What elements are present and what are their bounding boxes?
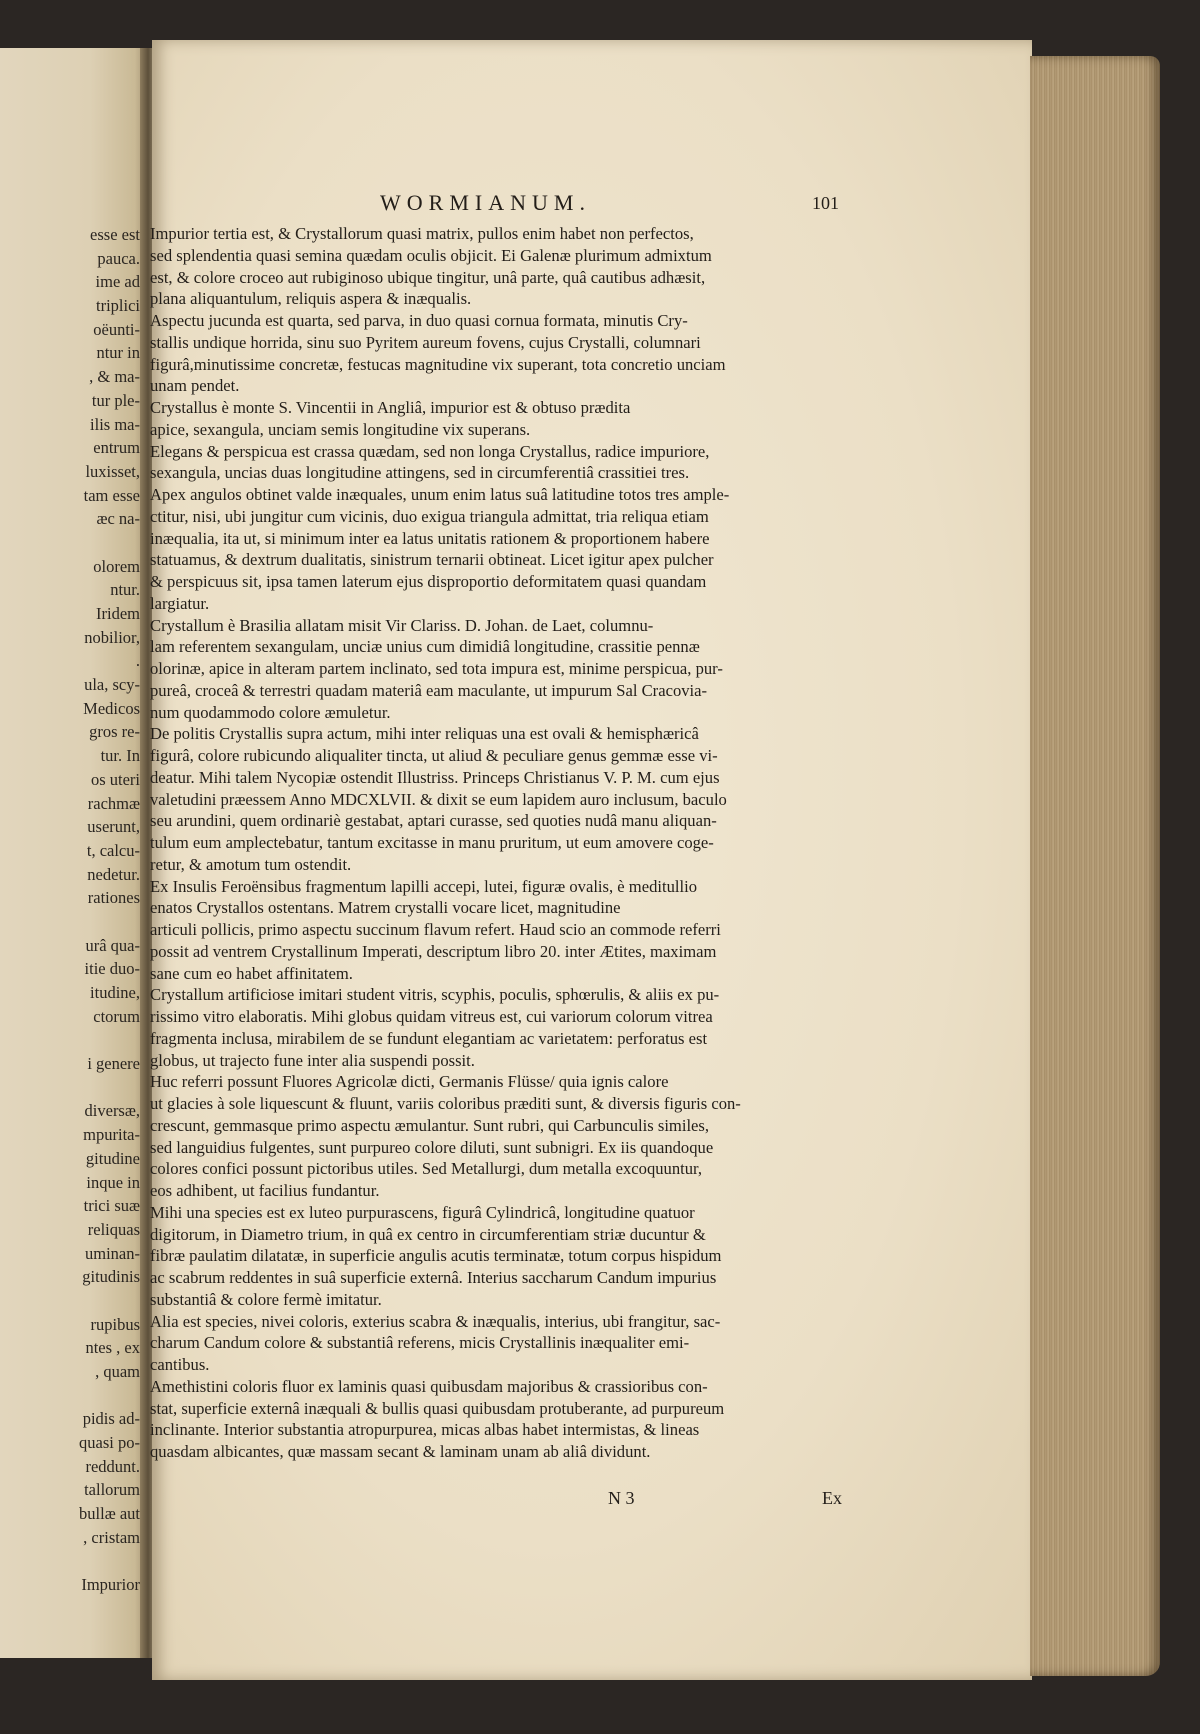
text-line: Apex angulos obtinet valde inæquales, unum enim latus suâ latitudine totos tres ample- — [150, 485, 730, 504]
text-line: Impurior tertia est, & Crystallorum quasi matrix, pullos enim habet non perfectos, — [150, 224, 694, 243]
left-line: itie duo- — [84, 959, 140, 979]
left-line: oëunti- — [93, 319, 140, 339]
text-line: ac scabrum reddentes in suâ superficie externâ. Interius saccharum Candum impurius — [150, 1268, 717, 1287]
text-line: unam pendet. — [150, 376, 240, 396]
left-line: ilis ma- — [90, 414, 140, 434]
text-line: Aspectu jucunda est quarta, sed parva, in duo quasi cornua formata, minutis Cry- — [150, 311, 688, 330]
left-line: tam esse — [83, 485, 140, 505]
left-line: userunt, — [87, 817, 140, 837]
text-line: Crystallum artificiose imitari student vitris, scyphis, poculis, sphœrulis, & aliis ex pu- — [150, 985, 720, 1005]
text-line: Crystallum è Brasilia allatam misit Vir Clariss. D. Johan. de Laet, columnu- — [150, 615, 654, 635]
text-line: Crystallus è monte S. Vincentii in Angliâ, impurior est & obtuso prædita — [150, 398, 631, 417]
left-line: uminan- — [85, 1243, 140, 1263]
left-line: quasi po- — [79, 1433, 140, 1453]
left-line: t, calcu- — [86, 840, 140, 860]
signature-mark: N 3 — [608, 1488, 635, 1508]
left-line — [2, 1550, 140, 1574]
left-line: Medicos — [83, 698, 140, 718]
left-line: tur. In — [100, 746, 140, 766]
left-line: Impurior — [81, 1575, 140, 1595]
left-line: ntur in — [96, 343, 140, 363]
text-line: sane cum eo habet affinitatem. — [150, 963, 353, 983]
text-line: pureâ, croceâ & terrestri quadam materiâ eam maculante, ut impurum Sal Cracovia- — [150, 680, 708, 700]
catchword: Ex — [822, 1488, 842, 1508]
left-line: gitudinis — [82, 1267, 140, 1287]
left-line: Iridem — [96, 604, 140, 623]
text-line: seu arundini, quem ordinariè gestabat, aptari curasse, sed quoties nudâ manu aliquan- — [150, 811, 717, 831]
left-line — [2, 531, 140, 555]
left-line: , cristam — [83, 1527, 140, 1547]
text-line: Alia est species, nivei coloris, exterius scabra & inæqualis, interius, ubi frangitur, sac- — [150, 1311, 721, 1331]
text-line: figurâ, colore rubicundo aliqualiter tincta, ut aliud & peculiare genus gemmæ esse vi- — [150, 746, 718, 765]
text-line: fragmenta inclusa, mirabilem de se fundunt elegantiam ac varietatem: perforatus est — [150, 1028, 708, 1048]
text-line: ctitur, nisi, ubi jungitur cum vicinis, duo exigua triangula admittat, tria reliqua etiam — [150, 506, 709, 526]
left-line: reddunt. — [85, 1456, 140, 1476]
text-line: fibræ paulatim dilatatæ, in superficie angulis acutis terminatæ, totum corpus hispidum — [150, 1246, 722, 1266]
text-line: est, & colore croceo aut rubiginoso ubique tingitur, unâ parte, quâ cautibus adhæsit, — [150, 267, 706, 287]
text-line: charum Candum colore & substantiâ referens, micis Crystallinis inæqualiter emi- — [150, 1333, 690, 1353]
text-line: substantiâ & colore fermè imitatur. — [150, 1289, 382, 1309]
left-line: entrum — [93, 438, 140, 458]
text-line: rissimo vitro elaboratis. Mihi globus quidam vitreus est, cui variorum colorum vitrea — [150, 1007, 713, 1026]
left-line: tallorum — [84, 1480, 140, 1500]
left-line: nobilior, — [84, 627, 140, 647]
left-line: olorem — [93, 556, 140, 576]
text-line: ut glacies à sole liquescunt & fluunt, variis coloribus præditi sunt, & diversis figuris con- — [150, 1094, 741, 1113]
left-line: ntur. — [110, 580, 140, 600]
left-line: rupibus — [90, 1314, 140, 1334]
text-line: stat, superficie externâ inæquali & bullis quasi quibusdam protuberante, ad purpureum — [150, 1398, 725, 1418]
text-line: valetudini præessem Anno MDCXLVII. & dixit se eum lapidem auro inclusum, baculo — [150, 789, 727, 809]
page-number: 101 — [812, 193, 839, 213]
text-line: num quodammodo colore æmuletur. — [150, 702, 391, 722]
left-line: esse est — [90, 225, 140, 244]
text-line: Mihi una species est ex luteo purpurascens, figurâ Cylindricâ, longitudine quatuor — [150, 1202, 695, 1222]
left-line: inque in — [86, 1172, 140, 1192]
left-line: ntes , ex — [85, 1338, 140, 1358]
left-page-text — [2, 223, 140, 1597]
left-line: tur ple- — [91, 390, 140, 410]
body-text — [150, 223, 850, 1463]
text-line: sed splendentia quasi semina quædam oculis objicit. Ei Galenæ plurimum admixtum — [150, 245, 712, 265]
left-line — [2, 1289, 140, 1313]
left-line: pidis ad- — [82, 1409, 140, 1429]
text-line: & perspicuus sit, ipsa tamen laterum ejus disproportio deformitatem quasi quandam — [150, 572, 707, 591]
left-line: gros re- — [89, 722, 140, 742]
text-line: retur, & amotum tum ostendit. — [150, 854, 352, 874]
text-line: crescunt, gemmasque primo aspectu æmulantur. Sunt rubri, qui Carbunculis similes, — [150, 1115, 710, 1135]
left-line: rationes — [87, 888, 140, 908]
text-line: possit ad ventrem Crystallinum Imperati, descriptum libro 20. inter Ætites, maximam — [150, 941, 717, 961]
left-line: itudine, — [90, 983, 140, 1002]
text-line: colores confici possunt pictoribus utiles. Sed Metallurgi, dum metalla excoquuntur, — [150, 1159, 703, 1179]
left-line: bullæ aut — [79, 1504, 140, 1524]
left-line: ctorum — [93, 1006, 140, 1026]
text-line: Elegans & perspicua est crassa quædam, sed non longa Crystallus, radice impuriore, — [150, 441, 710, 461]
left-line: rachmæ — [87, 793, 140, 813]
left-line: gitudine — [85, 1148, 140, 1168]
left-line: i genere — [87, 1054, 140, 1074]
text-line: Amethistini coloris fluor ex laminis quasi quibusdam majoribus & crassioribus con- — [150, 1376, 708, 1396]
left-line: urâ qua- — [85, 935, 140, 955]
text-line: Ex Insulis Feroënsibus fragmentum lapilli accepi, lutei, figuræ ovalis, è meditullio — [150, 876, 698, 896]
text-line: cantibus. — [150, 1355, 210, 1374]
left-line: trici suæ — [83, 1196, 140, 1216]
text-line: inclinante. Interior substantia atropurpurea, micas albas habet intermistas, & lineas — [150, 1420, 700, 1440]
left-line — [2, 1028, 140, 1052]
left-line: pauca. — [97, 248, 140, 268]
left-line: mpurita- — [83, 1125, 140, 1145]
left-line: reliquas — [87, 1219, 140, 1239]
text-line: articuli pollicis, primo aspectu succinum flavum refert. Haud scio an commode referri — [150, 920, 721, 939]
left-line: luxisset, — [85, 461, 140, 481]
left-line: , & ma- — [89, 367, 140, 387]
left-line — [2, 1384, 140, 1408]
left-line: ula, scy- — [84, 675, 140, 695]
text-line: sed languidius fulgentes, sunt purpureo colore diluti, sunt subnigri. Ex iis quandoque — [150, 1137, 714, 1157]
text-line: olorinæ, apice in alteram partem inclinato, sed tota impura est, minime perspicua, pur- — [150, 659, 723, 678]
text-line: plana aliquantulum, reliquis aspera & inæqualis. — [150, 289, 472, 309]
text-line: apice, sexangula, unciam semis longitudine vix superans. — [150, 419, 531, 439]
text-line: digitorum, in Diametro trium, in quâ ex centro in circumferentiam striæ ducuntur & — [150, 1224, 706, 1244]
text-line: De politis Crystallis supra actum, mihi inter reliquas una est ovali & hemisphæricâ — [150, 724, 699, 744]
text-line: eos adhibent, ut facilius fundantur. — [150, 1181, 380, 1200]
text-line: quasdam albicantes, quæ massam secant & laminam unam ab aliâ dividunt. — [150, 1442, 651, 1461]
left-line — [2, 910, 140, 934]
left-line: os uteri — [90, 769, 140, 789]
left-line: ime ad — [95, 272, 140, 292]
text-line: largiatur. — [150, 593, 210, 613]
text-line: stallis undique horrida, sinu suo Pyritem aureum fovens, cujus Crystalli, columnari — [150, 332, 701, 352]
text-line: deatur. Mihi talem Nycopiæ ostendit Illustriss. Princeps Christianus V. P. M. cum ejus — [150, 767, 720, 787]
text-line: figurâ,minutissime concretæ, festucas magnitudine vix superant, tota concretio unciam — [150, 354, 726, 374]
left-line: triplici — [96, 296, 140, 316]
left-line: diversæ, — [84, 1101, 140, 1121]
text-line: sexangula, uncias duas longitudine attingens, sed in circumferentiâ crassitiei tres. — [150, 463, 690, 483]
left-line: , quam — [95, 1362, 140, 1381]
page-edges — [1030, 56, 1160, 1676]
text-line: statuamus, & dextrum dualitatis, sinistrum ternarii obtineat. Licet igitur apex pulcher — [150, 550, 714, 570]
text-line: tulum eum amplectebatur, tantum excitasse in manu pruritum, ut eum amovere coge- — [150, 833, 714, 852]
text-line: lam referentem sexangulam, unciæ unius cum dimidiâ longitudine, crassitie pennæ — [150, 637, 700, 657]
text-line: enatos Crystallos ostentans. Matrem crystalli vocare licet, magnitudine — [150, 898, 621, 918]
running-head: WORMIANUM. — [380, 190, 591, 215]
left-line: æc na- — [96, 509, 140, 529]
left-line: . — [135, 651, 140, 671]
text-line: globus, ut trajecto fune inter alia suspendi possit. — [150, 1050, 475, 1070]
left-page — [0, 48, 150, 1658]
text-line: inæqualia, ita ut, si minimum inter ea latus unitatis rationem & proportionem habere — [150, 528, 710, 548]
left-line: nedetur. — [87, 864, 140, 884]
left-line — [2, 1076, 140, 1100]
text-line: Huc referri possunt Fluores Agricolæ dicti, Germanis Flüsse/ quia ignis calore — [150, 1072, 669, 1092]
